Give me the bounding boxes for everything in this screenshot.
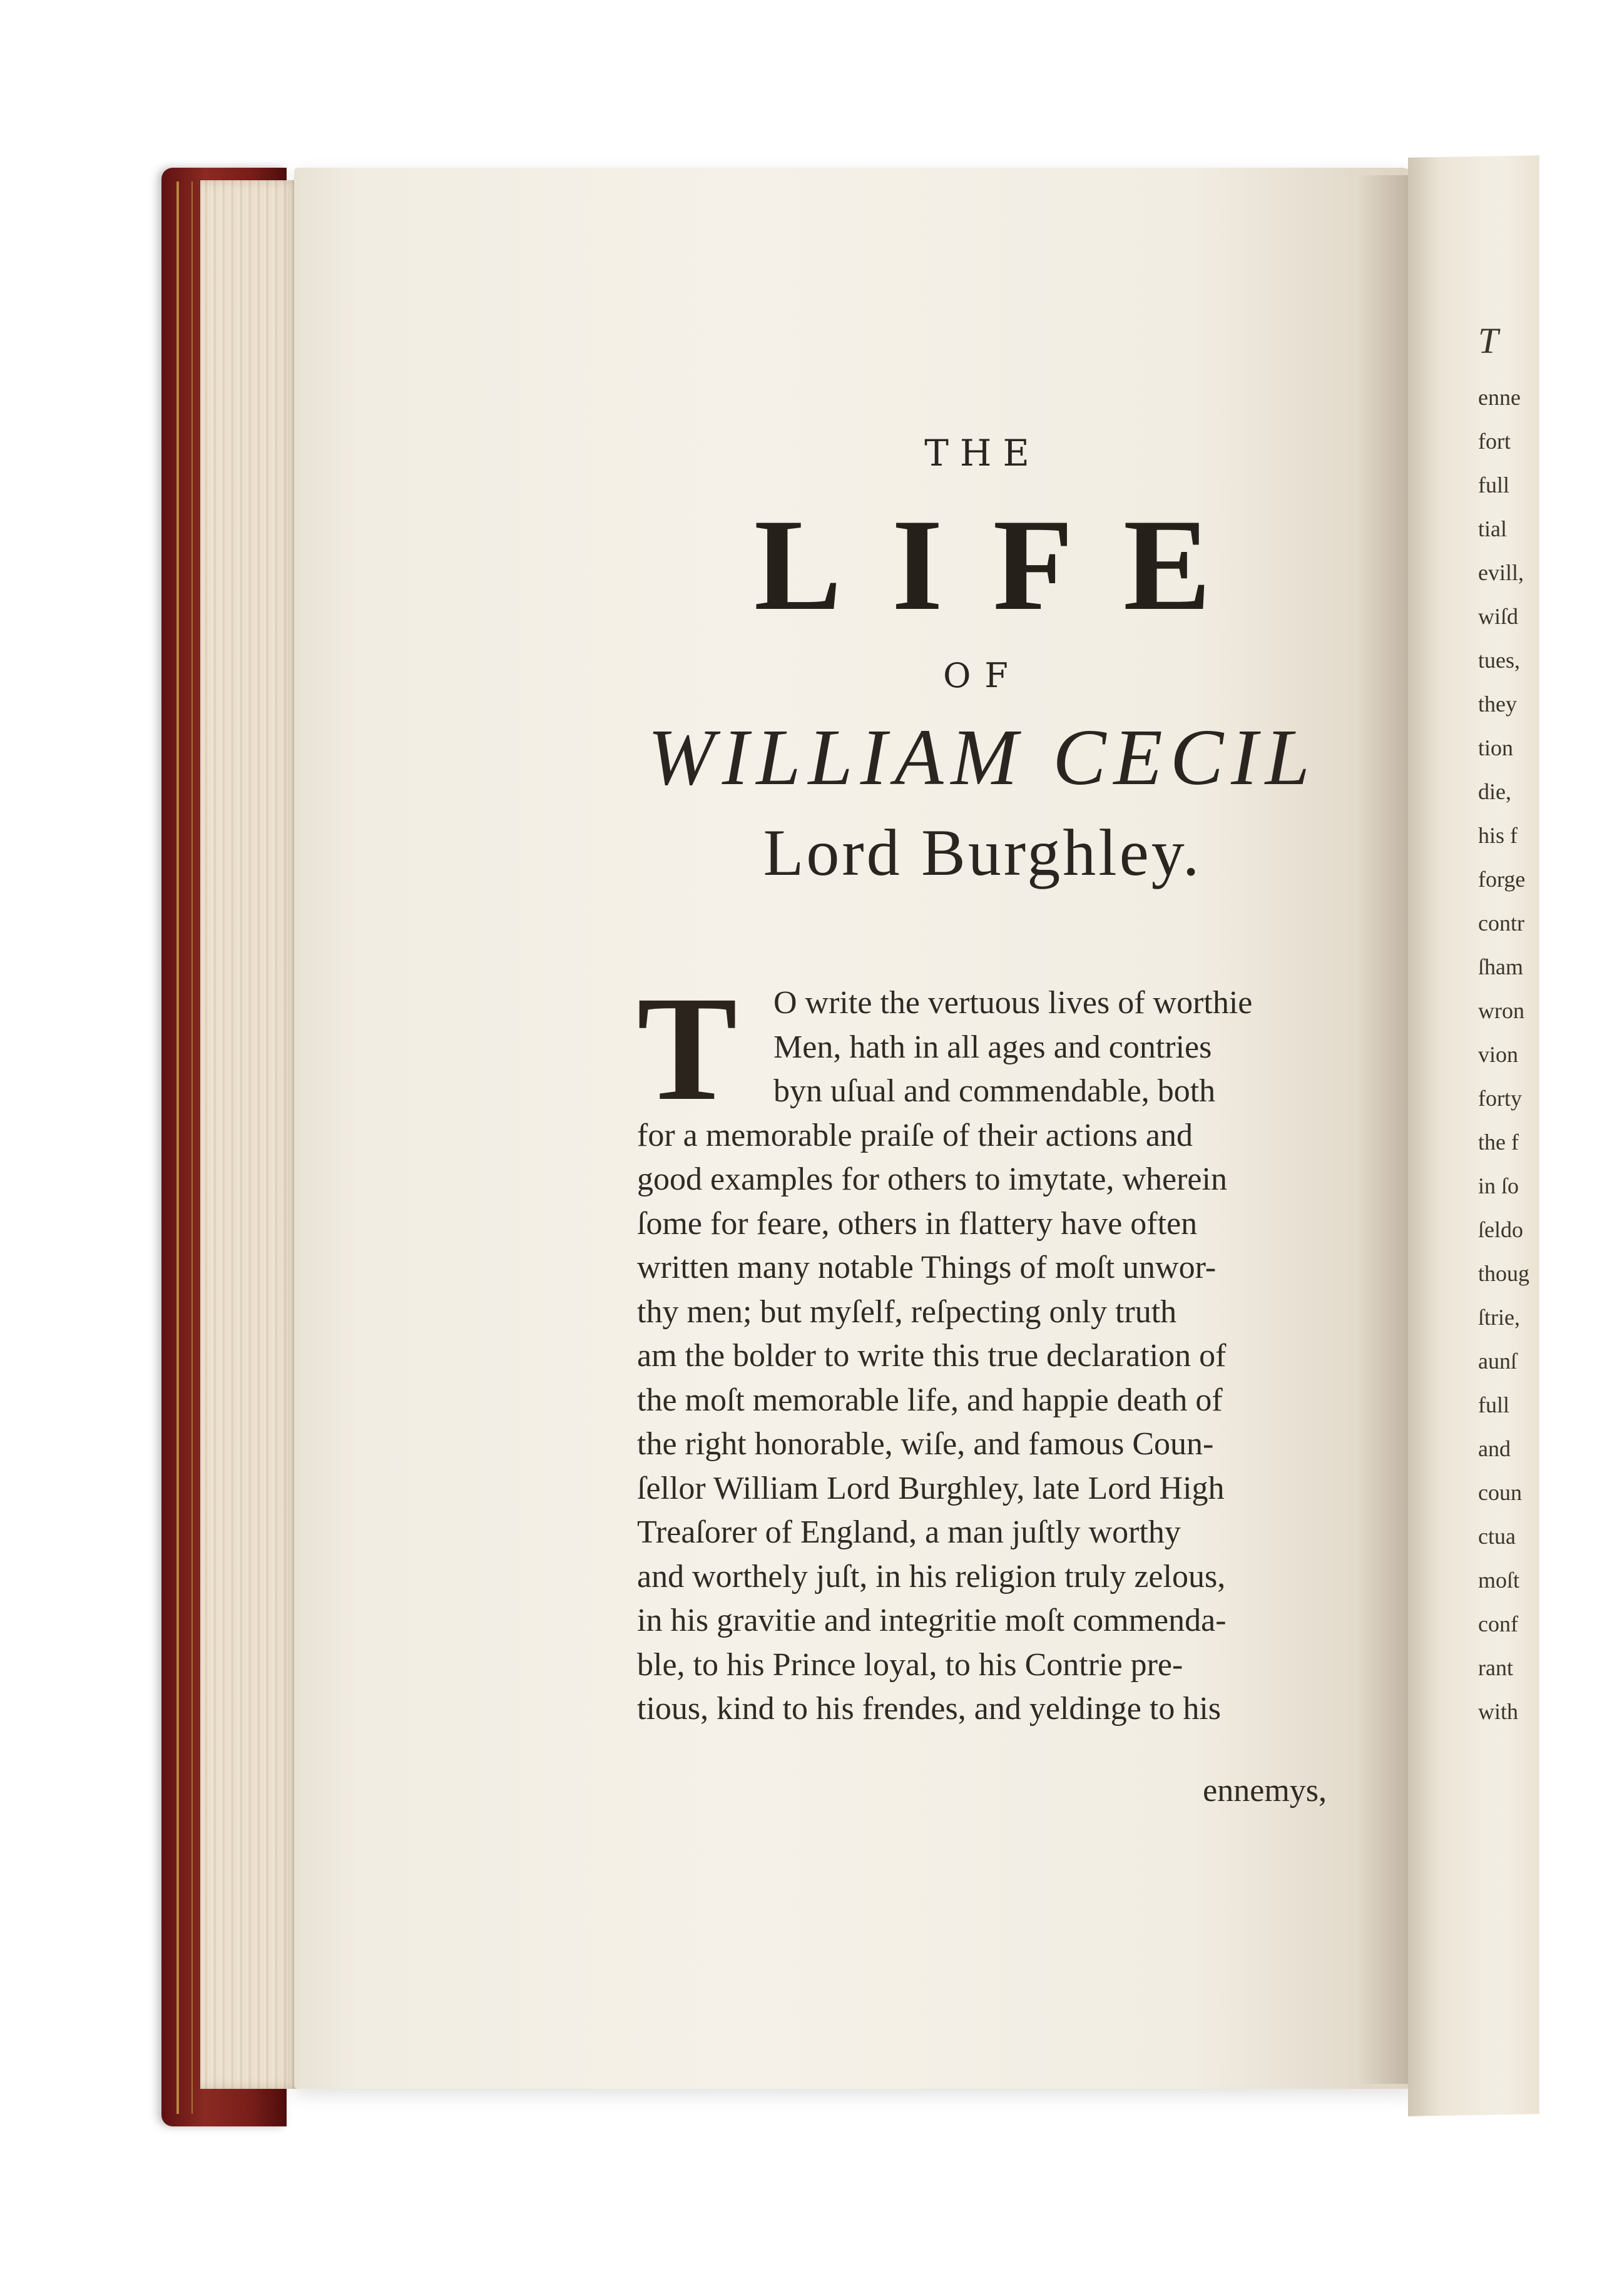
title-block [626, 432, 1339, 891]
gilt-edge-decoration [176, 181, 193, 2114]
right-fragment: full [1478, 1392, 1509, 1417]
right-fragment: rant [1478, 1655, 1513, 1680]
right-fragment: forge [1478, 867, 1526, 892]
text-line: ſellor William Lord Burghley, late Lord High [637, 1470, 1225, 1506]
right-fragment: tues, [1478, 648, 1520, 673]
text-line: for a memorable praiſe of their actions and [637, 1117, 1193, 1153]
right-fragment: and [1478, 1436, 1511, 1461]
right-fragment: full [1478, 472, 1509, 497]
text-line: Treaſorer of England, a man juſtly worthy [637, 1514, 1181, 1550]
right-fragment: his f [1478, 823, 1518, 848]
text-line: ſome for feare, others in flattery have often [637, 1205, 1198, 1242]
title-of: OF [943, 656, 1022, 695]
text-line: the right honorable, wiſe, and famous Coun- [637, 1426, 1214, 1462]
right-fragment: tial [1478, 516, 1507, 541]
text-line: am the bolder to write this true declaration of [637, 1338, 1227, 1374]
right-fragment: ſham [1478, 954, 1523, 979]
right-fragment: they [1478, 691, 1517, 717]
right-fragment: coun [1478, 1480, 1522, 1505]
title-life: LIFE [753, 492, 1262, 638]
right-fragment: fort [1478, 429, 1511, 454]
right-fragment: ſtrie, [1478, 1305, 1520, 1330]
text-line: written many notable Things of moſt unwor- [637, 1250, 1217, 1285]
right-fragment: ſeldo [1478, 1217, 1523, 1242]
text-line: in his gravitie and integritie moſt commenda- [637, 1603, 1227, 1638]
page-block-edges [200, 180, 300, 2089]
right-fragment: contr [1478, 911, 1524, 936]
right-fragment: moſt [1478, 1568, 1520, 1593]
text-line: ble, to his Prince loyal, to his Contrie pre- [637, 1646, 1183, 1683]
right-fragment: enne [1478, 385, 1521, 410]
title-lord: Lord Burghley. [763, 816, 1202, 889]
text-line: Men, hath in all ages and contries [773, 1029, 1212, 1065]
right-fragment: the f [1478, 1130, 1519, 1155]
right-fragment: wiſd [1478, 604, 1519, 629]
right-fragment: thoug [1478, 1261, 1530, 1286]
right-fragment: aunſ [1478, 1349, 1517, 1374]
text-line: tious, kind to his frendes, and yeldinge to his [637, 1691, 1222, 1727]
title-name: WILLIAM CECIL [648, 713, 1317, 802]
right-fragment: evill, [1478, 560, 1524, 585]
right-fragment: wron [1478, 998, 1524, 1023]
right-page-title-fragment: T [1478, 320, 1499, 361]
right-page-text-fragments [1478, 319, 1534, 1733]
right-fragment: ctua [1478, 1524, 1516, 1549]
text-line: and worthely juſt, in his religion truly zelous, [637, 1558, 1226, 1594]
title-the: THE [924, 432, 1041, 474]
right-fragment: vion [1478, 1042, 1519, 1067]
right-fragment: forty [1478, 1086, 1522, 1111]
right-fragment: conf [1478, 1611, 1518, 1636]
right-fragment: die, [1478, 779, 1511, 804]
right-fragment: in ſo [1478, 1173, 1519, 1198]
drop-cap: T [637, 965, 738, 1131]
right-fragment: tion [1478, 735, 1514, 760]
text-line: good examples for others to imytate, wherein [637, 1161, 1227, 1197]
text-line: byn uſual and commendable, both [773, 1073, 1216, 1109]
text-line: the moſt memorable life, and happie death of [637, 1382, 1223, 1418]
text-line: thy men; but myſelf, reſpecting only truth [637, 1293, 1177, 1330]
catchword: ennemys, [1203, 1773, 1327, 1809]
right-fragment: with [1478, 1699, 1519, 1724]
text-line: O write the vertuous lives of worthie [773, 985, 1253, 1021]
body-text [637, 965, 1325, 1732]
